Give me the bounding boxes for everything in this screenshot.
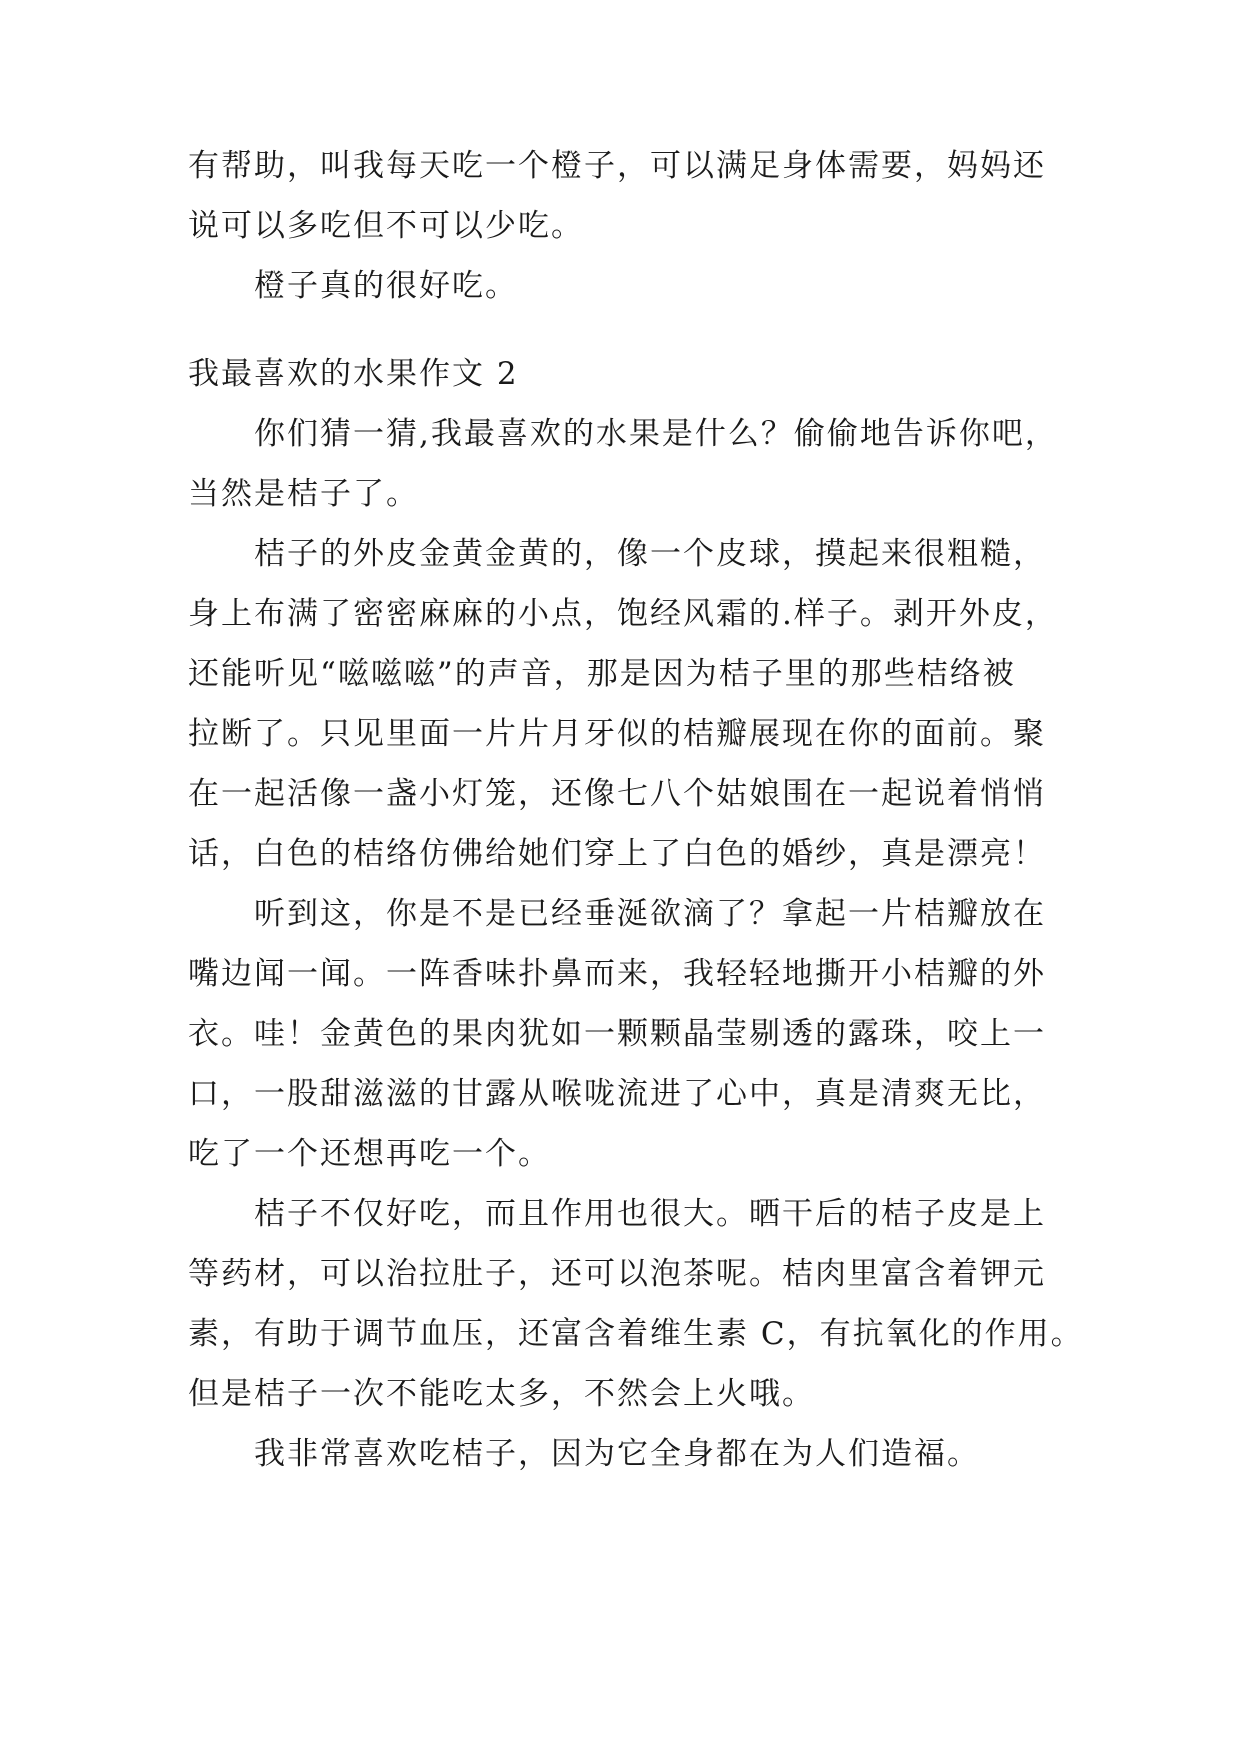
paragraph-line: 口，一股甜滋滋的甘露从喉咙流进了心中，真是清爽无比， — [188, 1076, 1046, 1112]
paragraph-line: 嘴边闻一闻。一阵香味扑鼻而来，我轻轻地撕开小桔瓣的外 — [188, 956, 1046, 992]
paragraph-line: 说可以多吃但不可以少吃。 — [188, 208, 584, 244]
paragraph-line: 身上布满了密密麻麻的小点，饱经风霜的.样子。剥开外皮， — [188, 596, 1058, 632]
essay1-tail — [188, 136, 1068, 316]
essay-title: 我最喜欢的水果作文 2 — [188, 356, 519, 392]
paragraph-line: 衣。哇！金黄色的果肉犹如一颗颗晶莹剔透的露珠，咬上一 — [188, 1016, 1046, 1052]
paragraph-line: 素，有助于调节血压，还富含着维生素 C，有抗氧化的作用。 — [188, 1316, 1084, 1352]
paragraph-line: 桔子不仅好吃，而且作用也很大。晒干后的桔子皮是上 — [254, 1196, 1046, 1232]
essay2-title-block — [188, 344, 1068, 404]
paragraph-line: 我非常喜欢吃桔子，因为它全身都在为人们造福。 — [254, 1436, 980, 1472]
paragraph-line: 吃了一个还想再吃一个。 — [188, 1136, 551, 1172]
paragraph-line: 话，白色的桔络仿佛给她们穿上了白色的婚纱，真是漂亮！ — [188, 836, 1046, 872]
paragraph-line: 还能听见“嗞嗞嗞”的声音，那是因为桔子里的那些桔络被 — [188, 656, 1016, 692]
paragraph-line: 在一起活像一盏小灯笼，还像七八个姑娘围在一起说着悄悄 — [188, 776, 1046, 812]
paragraph-line: 拉断了。只见里面一片片月牙似的桔瓣展现在你的面前。聚 — [188, 716, 1046, 752]
essay2-body — [188, 404, 1084, 1484]
paragraph-line: 有帮助，叫我每天吃一个橙子，可以满足身体需要，妈妈还 — [188, 148, 1046, 184]
paragraph-line: 但是桔子一次不能吃太多，不然会上火哦。 — [188, 1376, 815, 1412]
paragraph-line: 当然是桔子了。 — [188, 476, 419, 512]
closing-sentence: 橙子真的很好吃。 — [254, 268, 518, 304]
paragraph-line: 听到这，你是不是已经垂涎欲滴了？拿起一片桔瓣放在 — [254, 896, 1046, 932]
paragraph-line: 桔子的外皮金黄金黄的，像一个皮球，摸起来很粗糙， — [254, 536, 1046, 572]
paragraph-line: 你们猜一猜,我最喜欢的水果是什么？偷偷地告诉你吧， — [254, 416, 1058, 452]
paragraph-line: 等药材，可以治拉肚子，还可以泡茶呢。桔肉里富含着钾元 — [188, 1256, 1046, 1292]
